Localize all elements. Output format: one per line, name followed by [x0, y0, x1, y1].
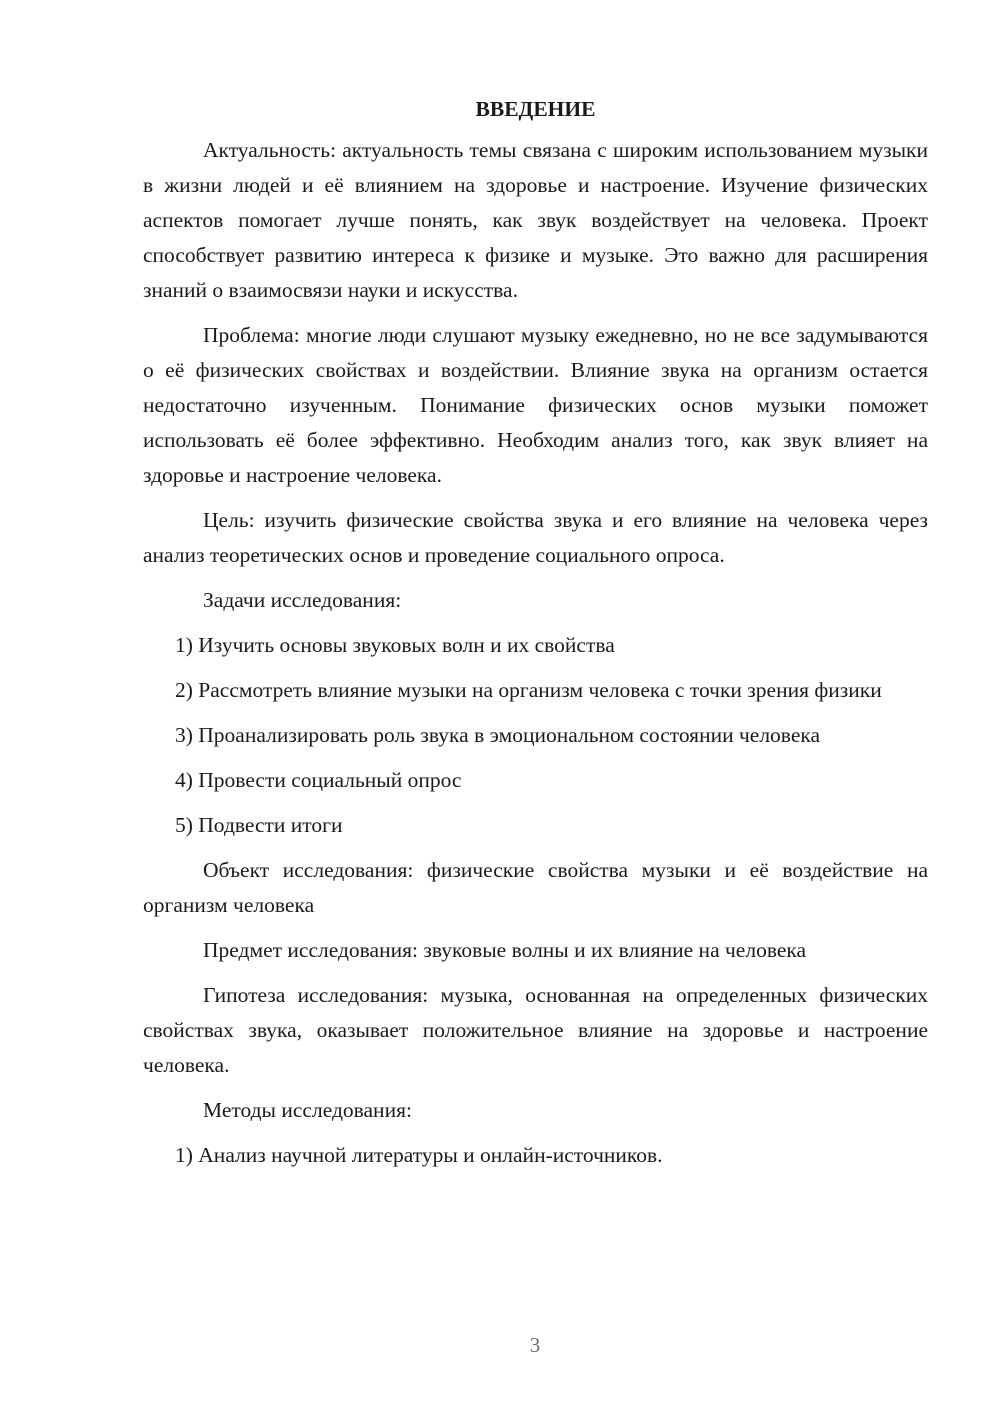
tasks-heading: Задачи исследования: — [203, 588, 402, 612]
methods-heading: Методы исследования: — [203, 1098, 412, 1122]
task-item-4: 4) Провести социальный опрос — [175, 768, 462, 792]
problem-paragraph: Проблема: многие люди слушают музыку ежедневно, но не все задумываются о её физических свойствах и воздействии. Влияние звука на организм остается недостаточно изученным. Понимание физических основ музыки поможет использовать её более эффективно. Необходим анализ того, как звук влияет на здоровье и настроение человека. — [143, 323, 928, 487]
task-item-3: 3) Проанализировать роль звука в эмоциональном состоянии человека — [175, 723, 821, 747]
page-number: 3 — [529, 1333, 541, 1357]
hypothesis-paragraph: Гипотеза исследования: музыка, основанная на определенных физических свойствах звука, оказывает положительное влияние на здоровье и настроение человека. — [143, 983, 928, 1077]
section-title: ВВЕДЕНИЕ — [475, 97, 596, 121]
relevance-paragraph: Актуальность: актуальность темы связана с широким использованием музыки в жизни людей и её влиянием на здоровье и настроение. Изучение физических аспектов помогает лучше понять, как звук воздействует на человека. Проект способствует развитию интереса к физике и музыке. Это важно для расширения знаний о взаимосвязи науки и искусства. — [143, 138, 928, 302]
task-item-5: 5) Подвести итоги — [175, 813, 343, 837]
task-item-2: 2) Рассмотреть влияние музыки на организм человека с точки зрения физики — [175, 678, 882, 702]
method-item-1: 1) Анализ научной литературы и онлайн-источников. — [175, 1143, 663, 1167]
goal-paragraph: Цель: изучить физические свойства звука и его влияние на человека через анализ теоретических основ и проведение социального опроса. — [143, 508, 928, 567]
task-item-1: 1) Изучить основы звуковых волн и их свойства — [175, 633, 615, 657]
object-paragraph: Объект исследования: физические свойства музыки и её воздействие на организм человека — [143, 858, 928, 917]
document-page — [143, 92, 928, 1183]
subject-paragraph: Предмет исследования: звуковые волны и их влияние на человека — [203, 938, 807, 962]
